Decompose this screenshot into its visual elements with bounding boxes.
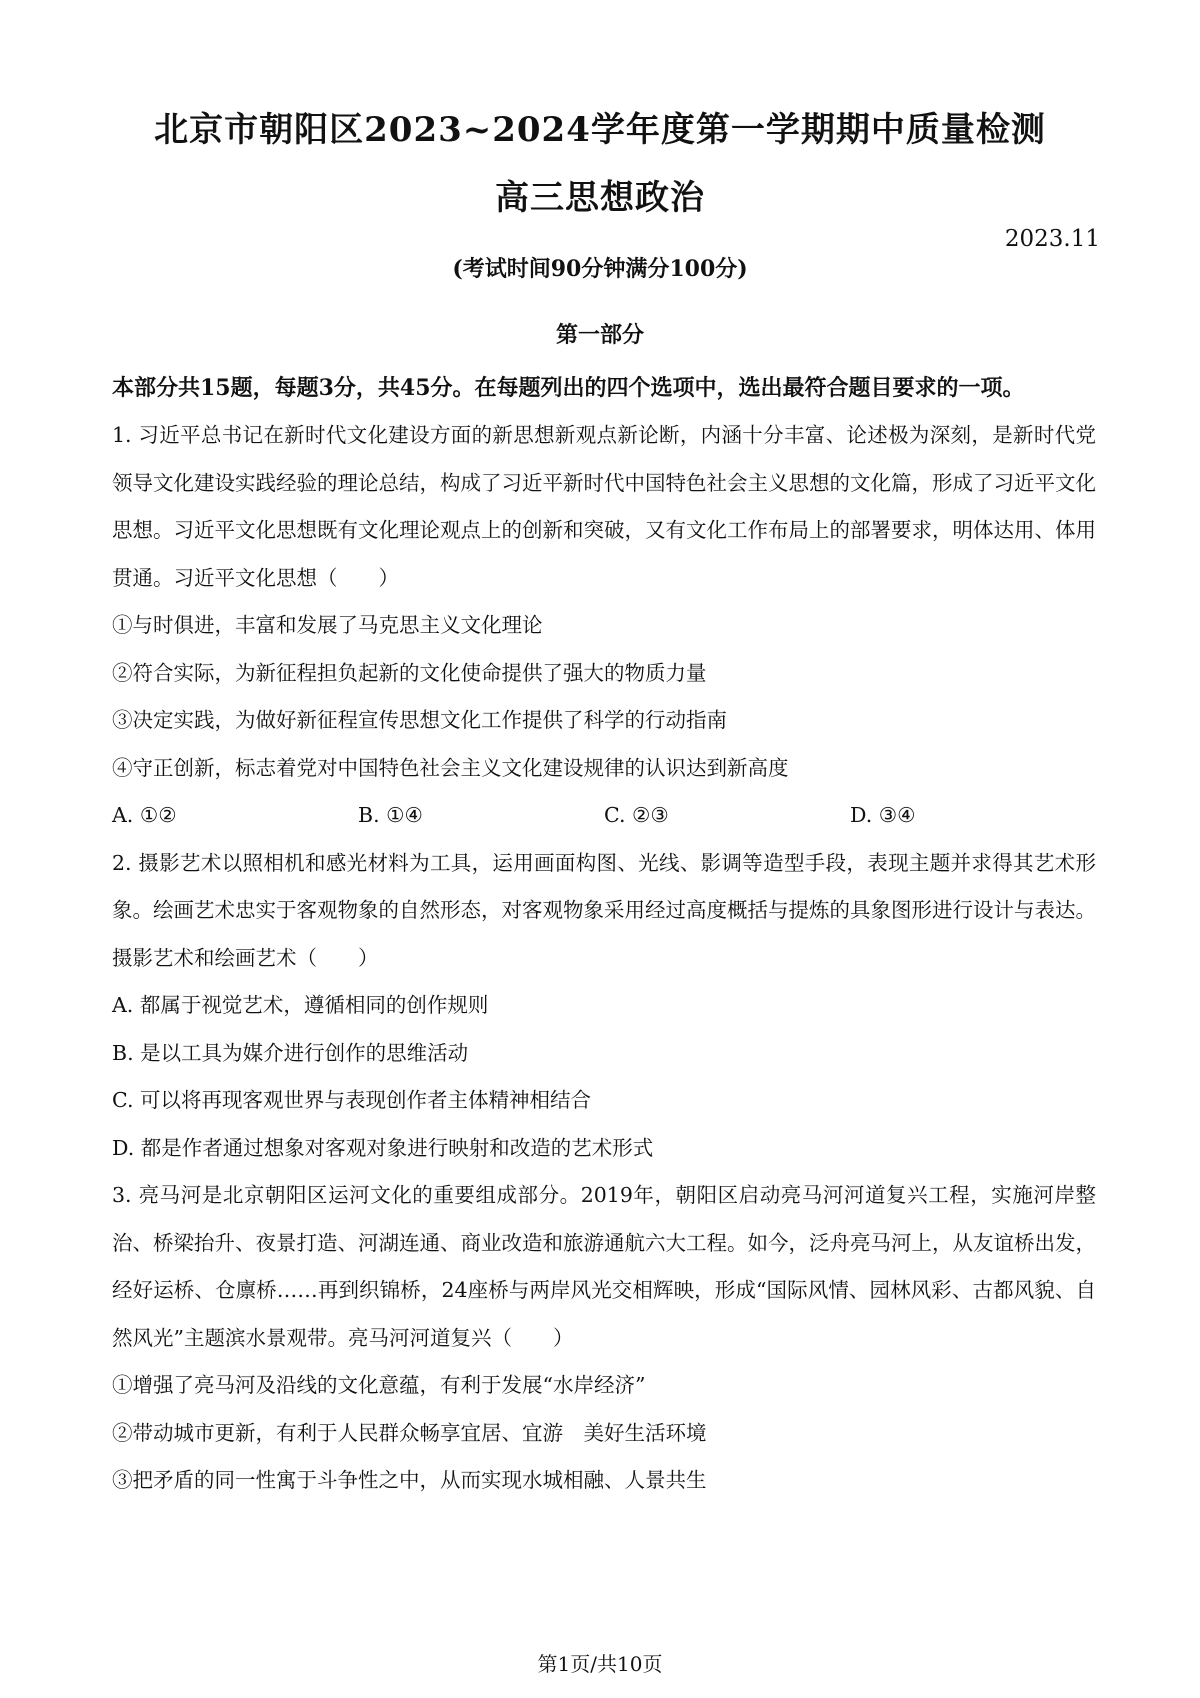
question-1-statement-2: ②符合实际，为新征程担负起新的文化使命提供了强大的物质力量: [112, 660, 707, 685]
question-2-option-d: D. 都是作者通过想象对客观对象进行映射和改造的艺术形式: [112, 1135, 654, 1160]
question-1-choices: [112, 792, 1096, 840]
exam-title: 北京市朝阳区2023~2024学年度第一学期期中质量检测: [154, 110, 1046, 150]
question-2-stem: 2. 摄影艺术以照相机和感光材料为工具，运用画面构图、光线、影调等造型手段，表现主题并求得其艺术形象。绘画艺术忠实于客观物象的自然形态，对客观物象采用经过高度概括与提炼的具象图形进行设计与表达。摄影艺术和绘画艺术（ ）: [112, 850, 1096, 970]
question-3-statement-2: ②带动城市更新，有利于人民群众畅享宜居、宜游 美好生活环境: [112, 1420, 707, 1445]
question-2-option-a: A. 都属于视觉艺术，遵循相同的创作规则: [112, 993, 489, 1017]
exam-info: (考试时间90分钟满分100分): [452, 256, 748, 282]
question-2-option-b: B. 是以工具为媒介进行创作的思维活动: [112, 1040, 469, 1065]
question-1-statement-4: ④守正创新，标志着党对中国特色社会主义文化建设规律的认识达到新高度: [112, 755, 789, 780]
question-1-choice-a: A. ①②: [112, 803, 177, 827]
question-1-stem: 1. 习近平总书记在新时代文化建设方面的新思想新观点新论断，内涵十分丰富、论述极为深刻，是新时代党领导文化建设实践经验的理论总结，构成了习近平新时代中国特色社会主义思想的文化篇，形成了习近平文化思想。习近平文化思想既有文化理论观点上的创新和突破，又有文化工作布局上的部署要求，明体达用、体用贯通。习近平文化思想（ ）: [112, 423, 1096, 590]
subject-title: 高三思想政治: [495, 178, 705, 218]
question-2-option-c: C. 可以将再现客观世界与表现创作者主体精神相结合: [112, 1088, 591, 1112]
exam-date: 2023.11: [1004, 226, 1100, 252]
question-3-statement-1: ①增强了亮马河及沿线的文化意蕴，有利于发展“水岸经济”: [112, 1373, 646, 1397]
question-1-statement-1: ①与时俱进，丰富和发展了马克思主义文化理论: [112, 613, 543, 637]
part-instruction: 本部分共15题，每题3分，共45分。在每题列出的四个选项中，选出最符合题目要求的一项。: [112, 375, 1025, 401]
question-1-choice-b: B. ①④: [358, 803, 423, 827]
question-3-statement-3: ③把矛盾的同一性寓于斗争性之中，从而实现水城相融、人景共生: [112, 1468, 707, 1492]
question-1-choice-c: C. ②③: [604, 803, 669, 827]
question-section: [112, 365, 1096, 1505]
question-1-choice-d: D. ③④: [850, 803, 916, 827]
question-3-stem: 3. 亮马河是北京朝阳区运河文化的重要组成部分。2019年，朝阳区启动亮马河河道复兴工程，实施河岸整治、桥梁抬升、夜景打造、河湖连通、商业改造和旅游通航六大工程。如今，泛舟亮马河上，从友谊桥出发，经好运桥、仓廪桥……再到织锦桥，24座桥与两岸风光交相辉映，形成“国际风情、园林风彩、古都风貌、自然风光”主题滨水景观带。亮马河河道复兴（ ）: [112, 1183, 1096, 1350]
part-title: 第一部分: [555, 322, 644, 348]
question-1-statement-3: ③决定实践，为做好新征程宣传思想文化工作提供了科学的行动指南: [112, 708, 727, 732]
page-number: 第1页/共10页: [537, 1652, 663, 1676]
